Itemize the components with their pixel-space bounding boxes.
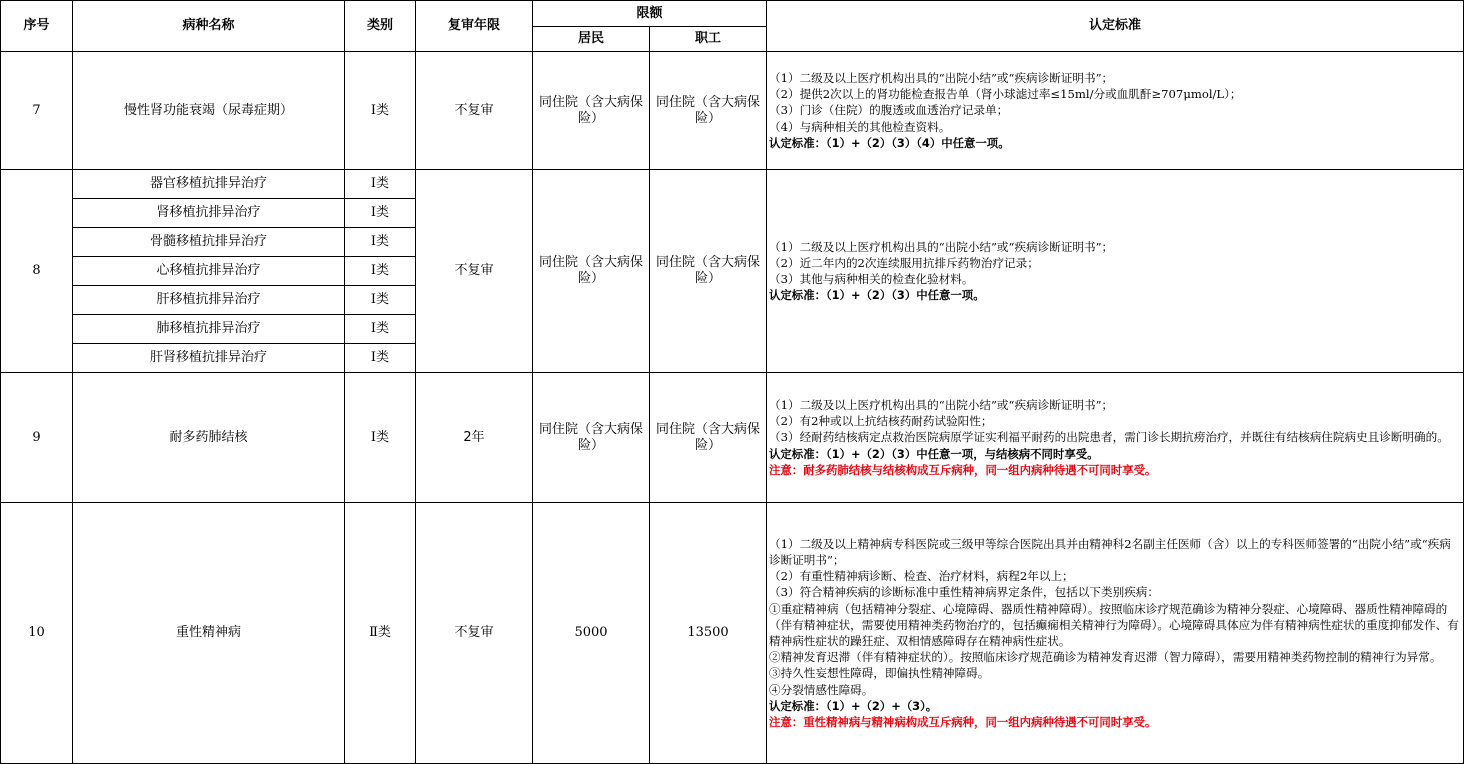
row-review: 不复审	[416, 503, 533, 764]
row-employee-limit: 同住院（含大病保险）	[650, 170, 767, 373]
row-seq: 8	[1, 170, 73, 373]
criteria-standard: 认定标准：（1）+（2）（3）（4）中任意一项。	[769, 135, 1010, 150]
criteria-standard: 认定标准：（1）+（2）（3）中任意一项。	[769, 288, 985, 303]
row-review: 2年	[416, 373, 533, 503]
criteria-line: （1）二级及以上精神病专科医院或三级甲等综合医院出具并由精神科2名副主任医师（含）以上的专科医师签署的“出院小结”或“疾病诊断证明书”；	[769, 536, 1451, 567]
row-seq: 10	[1, 503, 73, 764]
table-row	[1, 52, 1464, 170]
row-resident-limit: 5000	[533, 503, 650, 764]
row-seq: 9	[1, 373, 73, 503]
criteria-line: ③持久性妄想性障碍，即偏执性精神障碍。	[769, 666, 990, 681]
row-category: Ⅰ类	[345, 199, 416, 228]
row-employee-limit: 同住院（含大病保险）	[650, 373, 767, 503]
criteria-line: （2）有重性精神病诊断、检查、治疗材料，病程2年以上；	[769, 569, 1074, 584]
header-disease-name: 病种名称	[73, 1, 345, 52]
row-criteria	[767, 52, 1464, 170]
criteria-line: （2）有2种或以上抗结核药耐药试验阳性；	[769, 414, 993, 429]
row-category: Ⅰ类	[345, 286, 416, 315]
criteria-line: ④分裂情感性障碍。	[769, 682, 874, 697]
row-category: Ⅰ类	[345, 257, 416, 286]
criteria-line: （3）门诊（住院）的腹透或血透治疗记录单；	[769, 103, 1009, 118]
row-category: Ⅰ类	[345, 344, 416, 373]
row-employee-limit: 13500	[650, 503, 767, 764]
row-disease-name: 慢性肾功能衰竭（尿毒症期）	[73, 52, 345, 170]
criteria-line: （2）提供2次以上的肾功能检查报告单（肾小球滤过率≤15ml/分或血肌酐≥707μmol/L）；	[769, 87, 1242, 102]
criteria-note: 注意：重性精神病与精神病构成互斥病种，同一组内病种待遇不可同时享受。	[769, 715, 1157, 730]
row-category: Ⅰ类	[345, 373, 416, 503]
header-resident: 居民	[533, 27, 650, 52]
criteria-note: 注意：耐多药肺结核与结核构成互斥病种，同一组内病种待遇不可同时享受。	[769, 462, 1157, 477]
header-employee: 职工	[650, 27, 767, 52]
row-disease-name: 肺移植抗排异治疗	[73, 315, 345, 344]
row-resident-limit: 同住院（含大病保险）	[533, 170, 650, 373]
criteria-standard: 认定标准：（1）+（2）（3）中任意一项，与结核病不同时享受。	[769, 446, 1099, 461]
header-category: 类别	[345, 1, 416, 52]
row-disease-name: 肝移植抗排异治疗	[73, 286, 345, 315]
row-category: Ⅰ类	[345, 315, 416, 344]
row-disease-name: 心移植抗排异治疗	[73, 257, 345, 286]
row-review: 不复审	[416, 170, 533, 373]
row-category: Ⅰ类	[345, 52, 416, 170]
criteria-line: （2）近二年内的2次连续服用抗排斥药物治疗记录；	[769, 255, 1039, 270]
header-seq: 序号	[1, 1, 73, 52]
row-disease-name: 器官移植抗排异治疗	[73, 170, 345, 199]
header-review-years: 复审年限	[416, 1, 533, 52]
criteria-line: （4）与病种相关的其他检查资料。	[769, 119, 951, 134]
criteria-line: ②精神发育迟滞（伴有精神症状的）。按照临床诊疗规范确诊为精神发育迟滞（智力障碍），需要用精神类药物控制的精神行为异常。	[769, 650, 1442, 665]
header-limit: 限额	[533, 1, 767, 27]
row-disease-name: 耐多药肺结核	[73, 373, 345, 503]
row-employee-limit: 同住院（含大病保险）	[650, 52, 767, 170]
criteria-line: （1）二级及以上医疗机构出具的“出院小结”或“疾病诊断证明书”；	[769, 70, 1114, 85]
row-criteria	[767, 170, 1464, 373]
criteria-line: （3）符合精神疾病的诊断标准中重性精神病界定条件，包括以下类别疾病：	[769, 585, 1159, 600]
row-resident-limit: 同住院（含大病保险）	[533, 373, 650, 503]
table-row	[1, 373, 1464, 503]
header-criteria: 认定标准	[767, 1, 1464, 52]
row-seq: 7	[1, 52, 73, 170]
row-disease-name: 重性精神病	[73, 503, 345, 764]
criteria-line: （3）经耐药结核病定点救治医院病原学证实利福平耐药的出院患者，需门诊长期抗痨治疗，并既往有结核病住院病史且诊断明确的。	[769, 430, 1449, 445]
criteria-standard: 认定标准：（1）+（2）+（3）。	[769, 698, 938, 713]
row-category: Ⅱ类	[345, 503, 416, 764]
row-criteria	[767, 373, 1464, 503]
table-row	[1, 503, 1464, 764]
row-criteria	[767, 503, 1464, 764]
criteria-line: （3）其他与病种相关的检查化验材料。	[769, 272, 974, 286]
table-row	[1, 170, 1464, 199]
row-resident-limit: 同住院（含大病保险）	[533, 52, 650, 170]
row-category: Ⅰ类	[345, 170, 416, 199]
criteria-line: （1）二级及以上医疗机构出具的“出院小结”或“疾病诊断证明书”；	[769, 397, 1114, 412]
row-disease-name: 肝肾移植抗排异治疗	[73, 344, 345, 373]
row-disease-name: 骨髓移植抗排异治疗	[73, 228, 345, 257]
row-review: 不复审	[416, 52, 533, 170]
row-category: Ⅰ类	[345, 228, 416, 257]
row-disease-name: 肾移植抗排异治疗	[73, 199, 345, 228]
criteria-line: （1）二级及以上医疗机构出具的“出院小结”或“疾病诊断证明书”；	[769, 239, 1114, 254]
criteria-line: ①重症精神病（包括精神分裂症、心境障碍、器质性精神障碍）。按照临床诊疗规范确诊为精神分裂症、心境障碍、器质性精神障碍的（伴有精神症状，需要使用精神类药物治疗的，包括癫痫相关精神行为障碍）。心境障碍具体应为伴有精神病性症状的重度抑郁发作、有精神病性症状的躁狂症、双相情感障碍存在精神病性症状。	[769, 601, 1459, 648]
